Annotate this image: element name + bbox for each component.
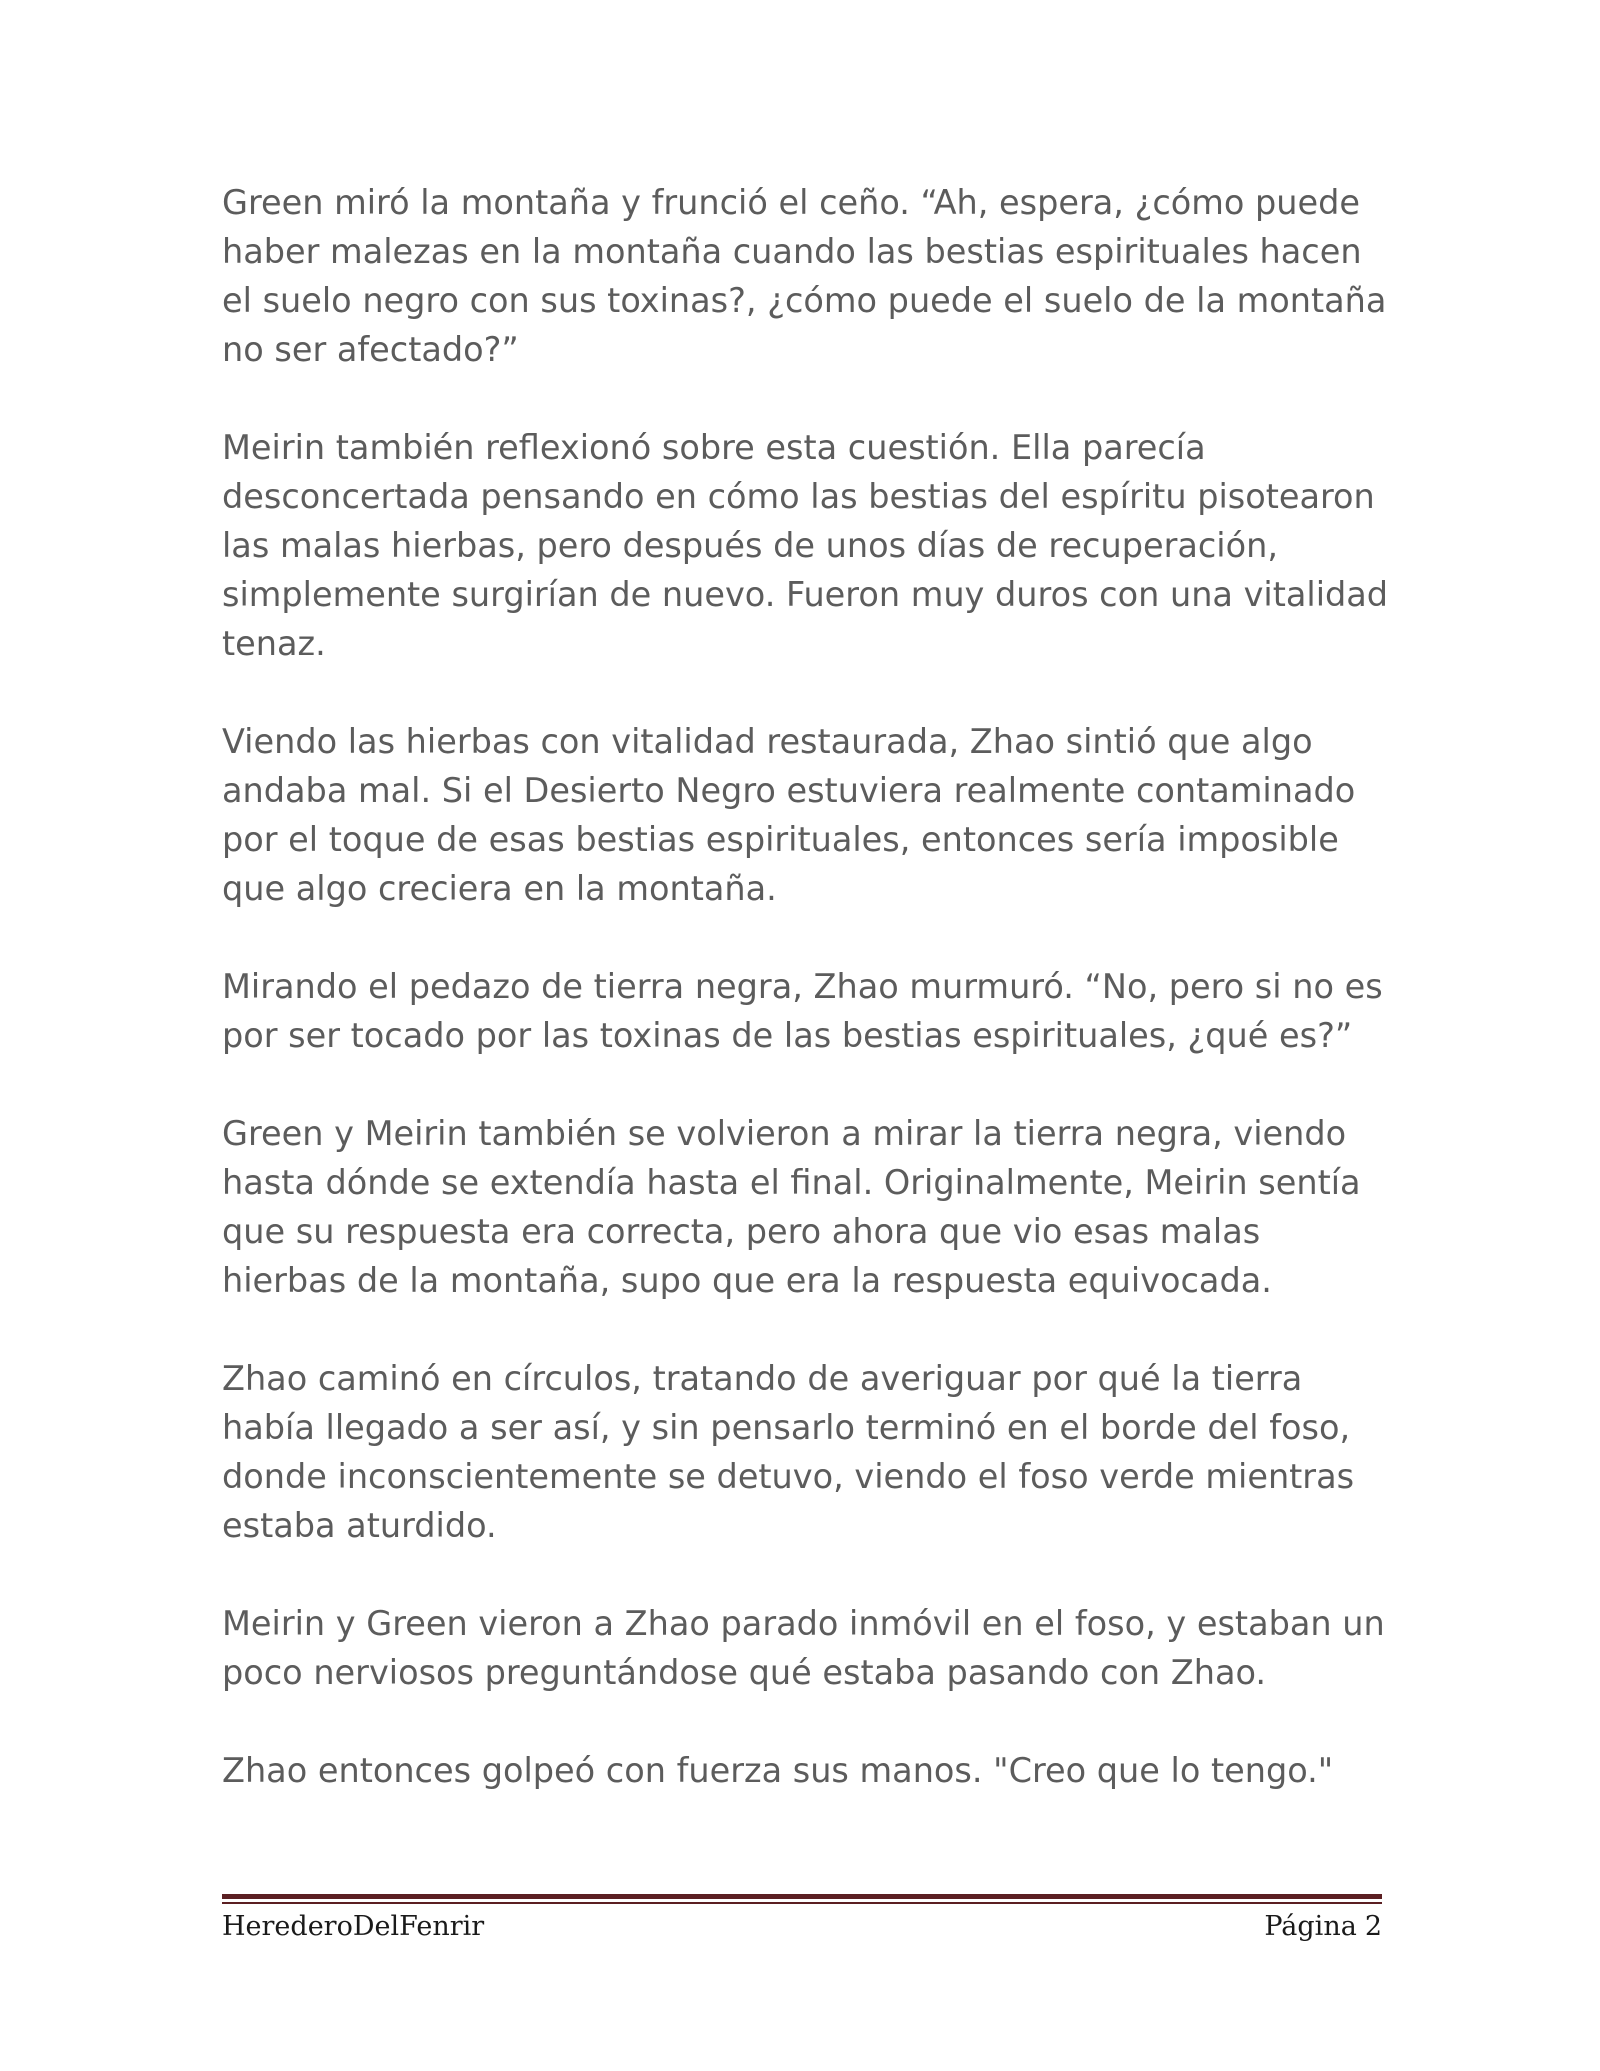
footer-divider-thick xyxy=(222,1894,1382,1899)
body-text xyxy=(222,178,1392,1844)
page-label: Página xyxy=(1264,1910,1357,1942)
paragraph-5: Green y Meirin también se volvieron a mirar la tierra negra, viendo hasta dónde se extendía hasta el final. Originalmente, Meirin sentía que su respuesta era correcta, pero ahora que vio esas malas hierbas de la montaña, supo que era la respuesta equivocada. xyxy=(222,1114,1361,1300)
paragraph-6: Zhao caminó en círculos, tratando de averiguar por qué la tierra había llegado a ser así, y sin pensarlo terminó en el borde del foso, donde inconscientemente se detuvo, viendo el foso verde mientras estaba aturdido. xyxy=(222,1359,1355,1545)
paragraph-3: Viendo las hierbas con vitalidad restaurada, Zhao sintió que algo andaba mal. Si el Desierto Negro estuviera realmente contaminado por el toque de esas bestias espirituales, entonces sería imposible que algo creciera en la montaña. xyxy=(222,722,1356,908)
footer-divider-thin xyxy=(222,1902,1382,1904)
paragraph-2: Meirin también reflexionó sobre esta cuestión. Ella parecía desconcertada pensando en cómo las bestias del espíritu pisotearon las malas hierbas, pero después de unos días de recuperación, simplemente surgirían de nuevo. Fueron muy duros con una vitalidad tenaz. xyxy=(222,428,1389,663)
page-number-value: 2 xyxy=(1364,1910,1382,1942)
paragraph-7: Meirin y Green vieron a Zhao parado inmóvil en el foso, y estaban un poco nerviosos preguntándose qué estaba pasando con Zhao. xyxy=(222,1604,1385,1692)
paragraph-4: Mirando el pedazo de tierra negra, Zhao murmuró. “No, pero si no es por ser tocado por las toxinas de las bestias espirituales, ¿qué es?” xyxy=(222,967,1383,1055)
footer-author: HerederoDelFenrir xyxy=(222,1910,485,1942)
footer-page-number xyxy=(1264,1911,1382,1942)
paragraph-1: Green miró la montaña y frunció el ceño. “Ah, espera, ¿cómo puede haber malezas en la montaña cuando las bestias espirituales hacen el suelo negro con sus toxinas?, ¿cómo puede el suelo de la montaña no ser afectado?” xyxy=(222,183,1387,369)
page-footer xyxy=(222,1906,1382,1946)
paragraph-8: Zhao entonces golpeó con fuerza sus manos. "Creo que lo tengo." xyxy=(222,1751,1334,1790)
